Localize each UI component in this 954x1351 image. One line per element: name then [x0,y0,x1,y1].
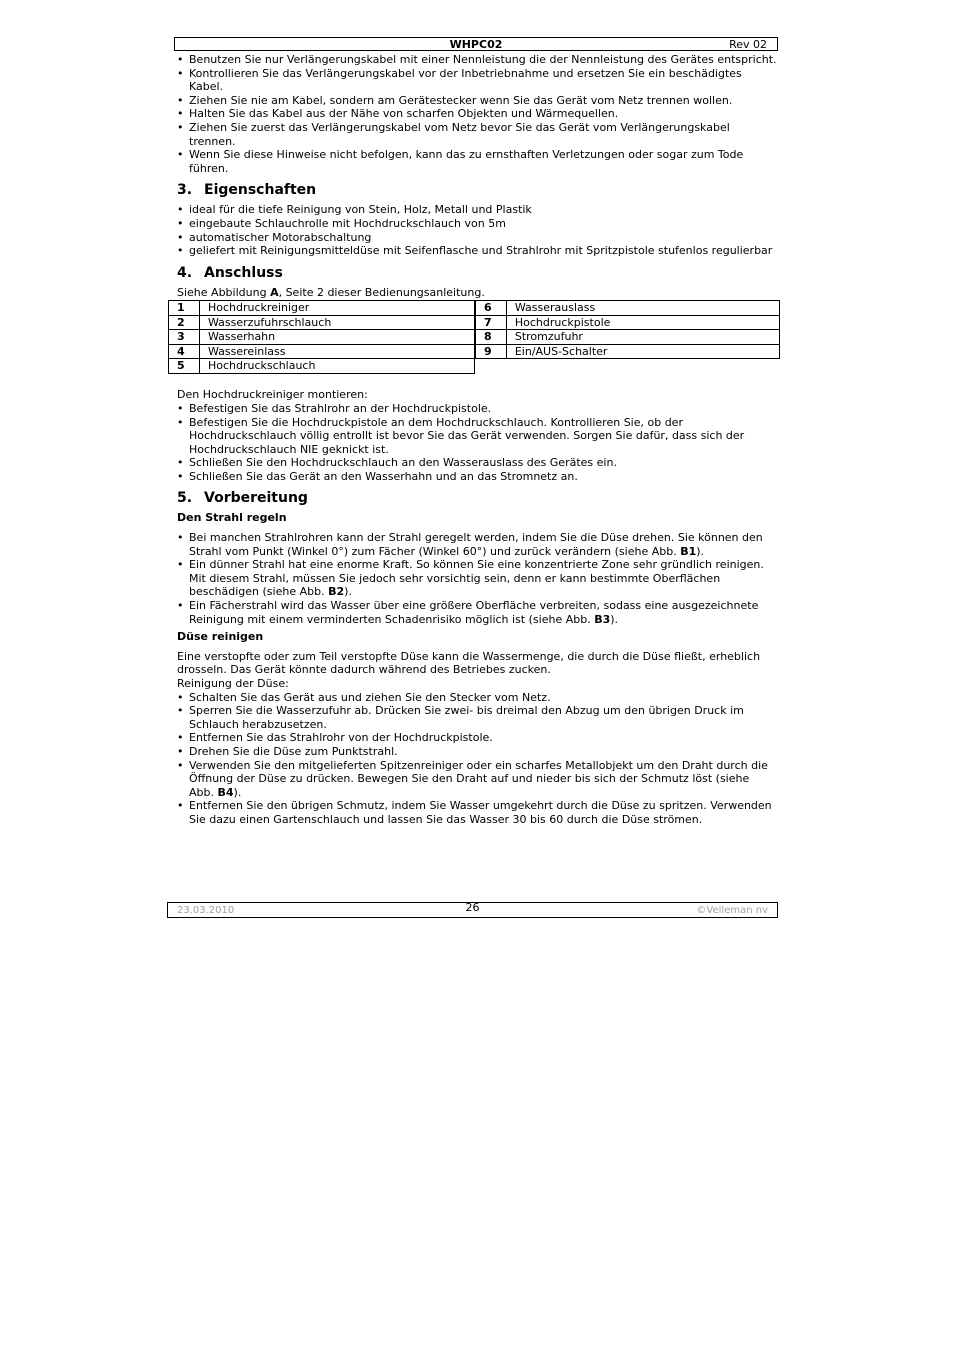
intro-bullet-list [177,53,777,175]
list-item: • Sperren Sie die Wasserzufuhr ab. Drücken Sie zwei- bis dreimal den Abzug um den übrigen Druck im Schlauch herabzusetzen. [177,704,777,731]
part-name: Wasserauslass [506,301,779,316]
parts-table-left [168,300,475,374]
part-number: 7 [476,315,507,330]
page-footer [167,902,778,918]
reference-text: , Seite 2 dieser Bedienungsanleitung. [278,285,485,299]
list-item: • Entfernen Sie den übrigen Schmutz, indem Sie Wasser umgekehrt durch die Düse zu spritzen. Verwenden Sie dazu einen Gartenschlauch und lassen Sie das Wasser 30 bis 60 durch die Düse strömen. [177,799,777,826]
page-number: 26 [465,901,480,914]
footer-date: 23.03.2010 [177,905,235,916]
part-name: Stromzufuhr [506,330,779,345]
mount-intro: Den Hochdruckreiniger montieren: [177,388,368,402]
table-row [169,359,475,374]
list-item: • Ziehen Sie nie am Kabel, sondern am Gerätestecker wenn Sie das Gerät vom Netz trennen wollen. [177,94,777,108]
list-item: • Wenn Sie diese Hinweise nicht befolgen, kann das zu ernsthaften Verletzungen oder sogar zum Tode führen. [177,148,777,175]
part-number: 5 [169,359,200,374]
list-item: • Benutzen Sie nur Verlängerungskabel mit einer Nennleistung die der Nennleistung des Gerätes entspricht. [177,53,777,67]
model-number: WHPC02 [449,38,503,51]
part-name: Hochdruckpistole [506,315,779,330]
list-item: • automatischer Motorabschaltung [177,231,777,245]
list-item: • Halten Sie das Kabel aus der Nähe von scharfen Objekten und Wärmequellen. [177,107,777,121]
footer-copyright: ©Velleman nv [696,905,768,916]
part-number: 1 [169,301,200,316]
revision-label: Rev 02 [729,38,767,51]
list-item: • Befestigen Sie das Strahlrohr an der Hochdruckpistole. [177,402,777,416]
list-item: • geliefert mit Reinigungsmitteldüse mit Seifenflasche und Strahlrohr mit Spritzpistole stufenlos regulierbar [177,244,777,258]
section-heading-anschluss [177,264,777,282]
table-row [169,330,475,345]
table-row [476,301,780,316]
table-row [476,330,780,345]
list-item: • ideal für die tiefe Reinigung von Stein, Holz, Metall und Plastik [177,203,777,217]
part-name: Hochdruckschlauch [200,359,475,374]
part-name: Wasserhahn [200,330,475,345]
section-title: Anschluss [204,264,283,281]
duese-steps-list [177,691,777,827]
duese-intro: Reinigung der Düse: [177,677,289,690]
part-number: 3 [169,330,200,345]
list-item: • Ein Fächerstrahl wird das Wasser über eine größere Oberfläche verbreiten, sodass eine ausgezeichnete Reinigung mit einem verminderten Schadenrisiko möglich ist (siehe Abb. B3). [177,599,777,626]
list-item: • Drehen Sie die Düse zum Punktstrahl. [177,745,777,759]
subheading-strahl-regeln: Den Strahl regeln [177,511,287,525]
part-name: Wassereinlass [200,344,475,359]
list-item: • Entfernen Sie das Strahlrohr von der Hochdruckpistole. [177,731,777,745]
list-item: • eingebaute Schlauchrolle mit Hochdruckschlauch von 5m [177,217,777,231]
section-title: Vorbereitung [204,490,308,507]
list-item: • Schalten Sie das Gerät aus und ziehen Sie den Stecker vom Netz. [177,691,777,705]
section-heading-vorbereitung [177,489,777,507]
table-row [476,315,780,330]
list-item: • Schließen Sie das Gerät an den Wasserhahn und an das Stromnetz an. [177,470,777,484]
section-number: 4. [177,264,193,281]
table-row [169,301,475,316]
section-number: 5. [177,490,193,507]
part-name: Ein/AUS-Schalter [506,344,779,359]
parts-table-right [475,300,780,359]
table-row [169,315,475,330]
list-item: • Befestigen Sie die Hochdruckpistole an dem Hochdruckschlauch. Kontrollieren Sie, ob der Hochdruckschlauch völlig entrollt ist bevor Sie das Gerät verwenden. Sorgen Sie dafür, dass sich der Hochdruckschlauch NIE geknickt ist. [177,416,777,457]
list-item: • Bei manchen Strahlrohren kann der Strahl geregelt werden, indem Sie die Düse drehen. Sie können den Strahl vom Punkt (Winkel 0°) zum Fächer (Winkel 60°) und zurück verändern (siehe Abb. B1). [177,531,777,558]
figure-label: A [270,285,279,299]
page-content [177,53,777,827]
section-title: Eigenschaften [204,182,317,199]
list-item: • Ziehen Sie zuerst das Verlängerungskabel vom Netz bevor Sie das Gerät vom Verlängerungskabel trennen. [177,121,777,148]
part-name: Hochdruckreiniger [200,301,475,316]
table-row [169,344,475,359]
reference-text: Siehe Abbildung [177,285,271,299]
part-name: Wasserzufuhrschlauch [200,315,475,330]
strahl-list [177,531,777,626]
figure-reference [177,286,777,300]
parts-table [168,300,780,373]
list-item: • Schließen Sie den Hochdruckschlauch an den Wasserauslass des Gerätes ein. [177,456,777,470]
part-number: 8 [476,330,507,345]
page-header [174,37,778,51]
part-number: 2 [169,315,200,330]
part-number: 9 [476,344,507,359]
list-item: • Kontrollieren Sie das Verlängerungskabel vor der Inbetriebnahme und ersetzen Sie ein beschädigtes Kabel. [177,67,777,94]
part-number: 6 [476,301,507,316]
mount-steps-list [177,402,777,484]
duese-paragraph: Eine verstopfte oder zum Teil verstopfte Düse kann die Wassermenge, die durch die Düse fließt, erheblich drosseln. Das Gerät könnte dadurch während des Betriebes zucken. [177,649,761,677]
list-item: • Verwenden Sie den mitgelieferten Spitzenreiniger oder ein scharfes Metallobjekt um den Draht durch die Öffnung der Düse zu drücken. Bewegen Sie den Draht auf und nieder bis sich der Schmutz löst (siehe Abb. B4). [177,759,777,800]
section-heading-eigenschaften [177,181,777,199]
table-row [476,344,780,359]
part-number: 4 [169,344,200,359]
section-number: 3. [177,182,193,199]
list-item: • Ein dünner Strahl hat eine enorme Kraft. So können Sie eine konzentrierte Zone sehr gründlich reinigen. Mit diesem Strahl, müssen Sie jedoch sehr vorsichtig sein, denn er kann bestimmte Oberflächen beschädigen (siehe Abb. B2). [177,558,777,599]
subheading-duese-reinigen: Düse reinigen [177,630,264,644]
features-list [177,203,777,257]
